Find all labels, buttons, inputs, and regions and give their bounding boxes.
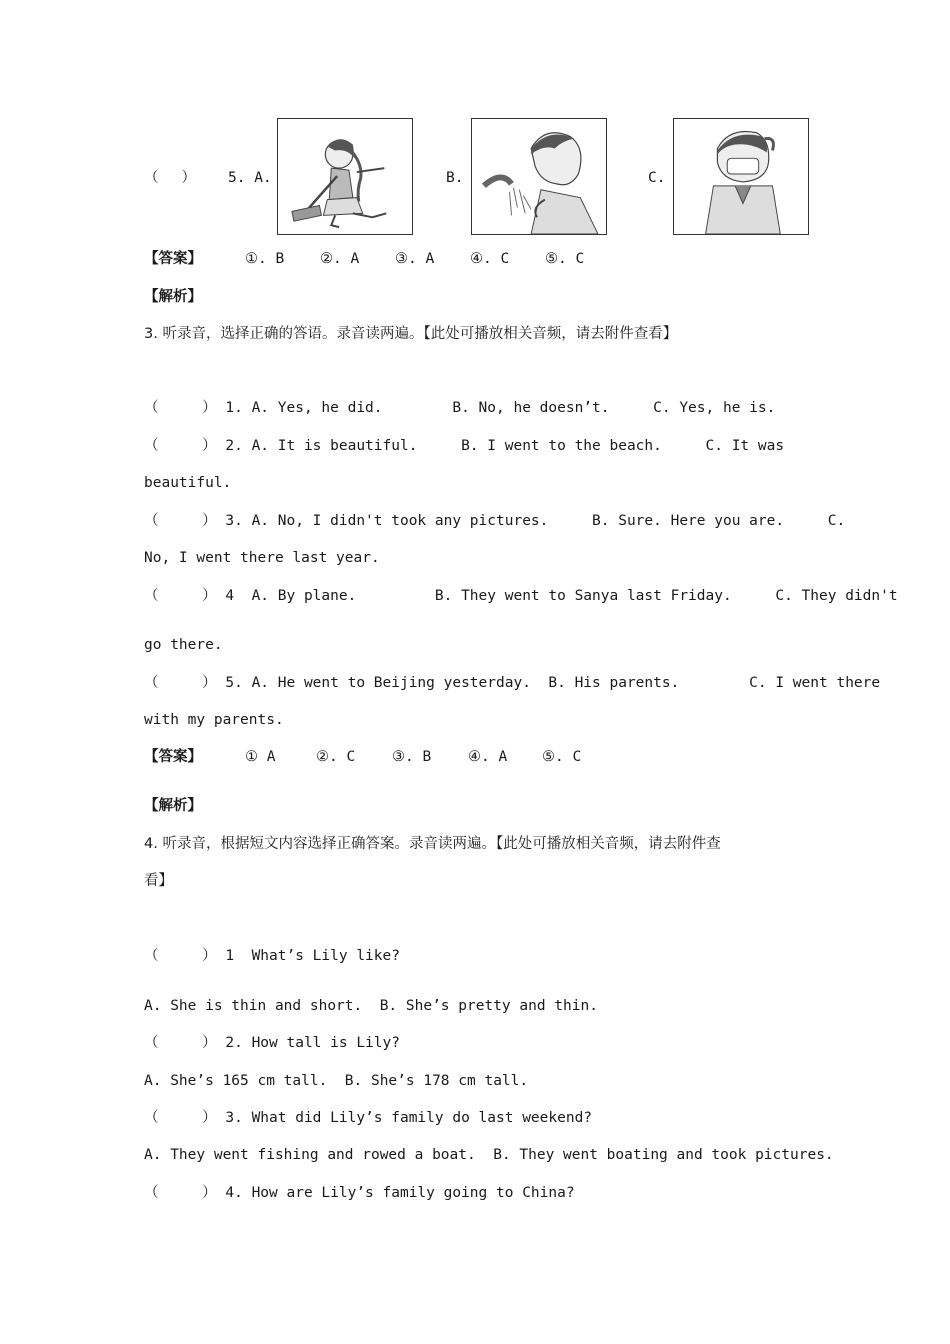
q2-answer-5: ⑤. C [545,251,585,267]
q4-line-4: A. She’s 165 cm tall. B. She’s 178 cm tall. [144,1073,529,1089]
girl-sweeping-illustration [278,119,412,234]
q3-answer-tag: 【答案】 [144,749,202,765]
option-c-label: C. [648,170,666,186]
q3-line-9: with my parents. [144,712,284,728]
q3-answer-1: ① A [245,749,276,765]
q3-line-4: （ ） 3. A. No, I didn't took any pictures. B. Sure. Here you are. C. [144,513,846,529]
q4-title-line-2: 看】 [144,873,173,889]
q2-answer-3: ③. A [395,251,435,267]
q3-line-1: （ ） 1. A. Yes, he did. B. No, he doesn’t. C. Yes, he is. [144,400,776,416]
q2-answer-4: ④. C [470,251,510,267]
q4-line-2: A. She is thin and short. B. She’s pretty and thin. [144,998,598,1014]
girl-watering-illustration [472,119,606,234]
q4-line-3: （ ） 2. How tall is Lily? [144,1035,400,1051]
q2-answer-1: ①. B [245,251,285,267]
q4-title-line-1: 4. 听录音，根据短文内容选择正确答案。录音读两遍。【此处可播放相关音频，请去附件查 [144,836,721,852]
q2-answer-2: ②. A [320,251,360,267]
q4-line-6: A. They went fishing and rowed a boat. B. They went boating and took pictures. [144,1147,834,1163]
q4-line-5: （ ） 3. What did Lily’s family do last weekend? [144,1110,593,1126]
q3-line-5: No, I went there last year. [144,550,380,566]
q2-analysis-tag: 【解析】 [144,289,202,305]
q3-answer-4: ④. A [468,749,508,765]
q3-title: 3. 听录音，选择正确的答语。录音读两遍。【此处可播放相关音频，请去附件查看】 [144,326,678,342]
q3-line-2: （ ） 2. A. It is beautiful. B. I went to the beach. C. It was [144,438,785,454]
q2-item5-paren: （ ） [144,170,197,186]
option-b-label: B. [446,170,464,186]
q3-line-7: go there. [144,637,223,653]
girl-mask-illustration [674,119,808,234]
picture-girl-watering [471,118,607,235]
q4-line-1: （ ） 1 What’s Lily like? [144,948,400,964]
q3-line-8: （ ） 5. A. He went to Beijing yesterday. B. His parents. C. I went there [144,675,881,691]
q3-answer-5: ⑤. C [542,749,582,765]
q2-item5-number: 5. A. [228,170,272,186]
q2-answer-tag: 【答案】 [144,251,202,267]
q3-answer-2: ②. C [316,749,356,765]
picture-girl-sweeping [277,118,413,235]
picture-girl-mask [673,118,809,235]
q3-line-6: （ ） 4 A. By plane. B. They went to Sanya last Friday. C. They didn't [144,588,898,604]
q4-line-7: （ ） 4. How are Lily’s family going to China? [144,1185,575,1201]
q3-line-3: beautiful. [144,475,232,491]
q3-answer-3: ③. B [392,749,432,765]
q3-analysis-tag: 【解析】 [144,798,202,814]
